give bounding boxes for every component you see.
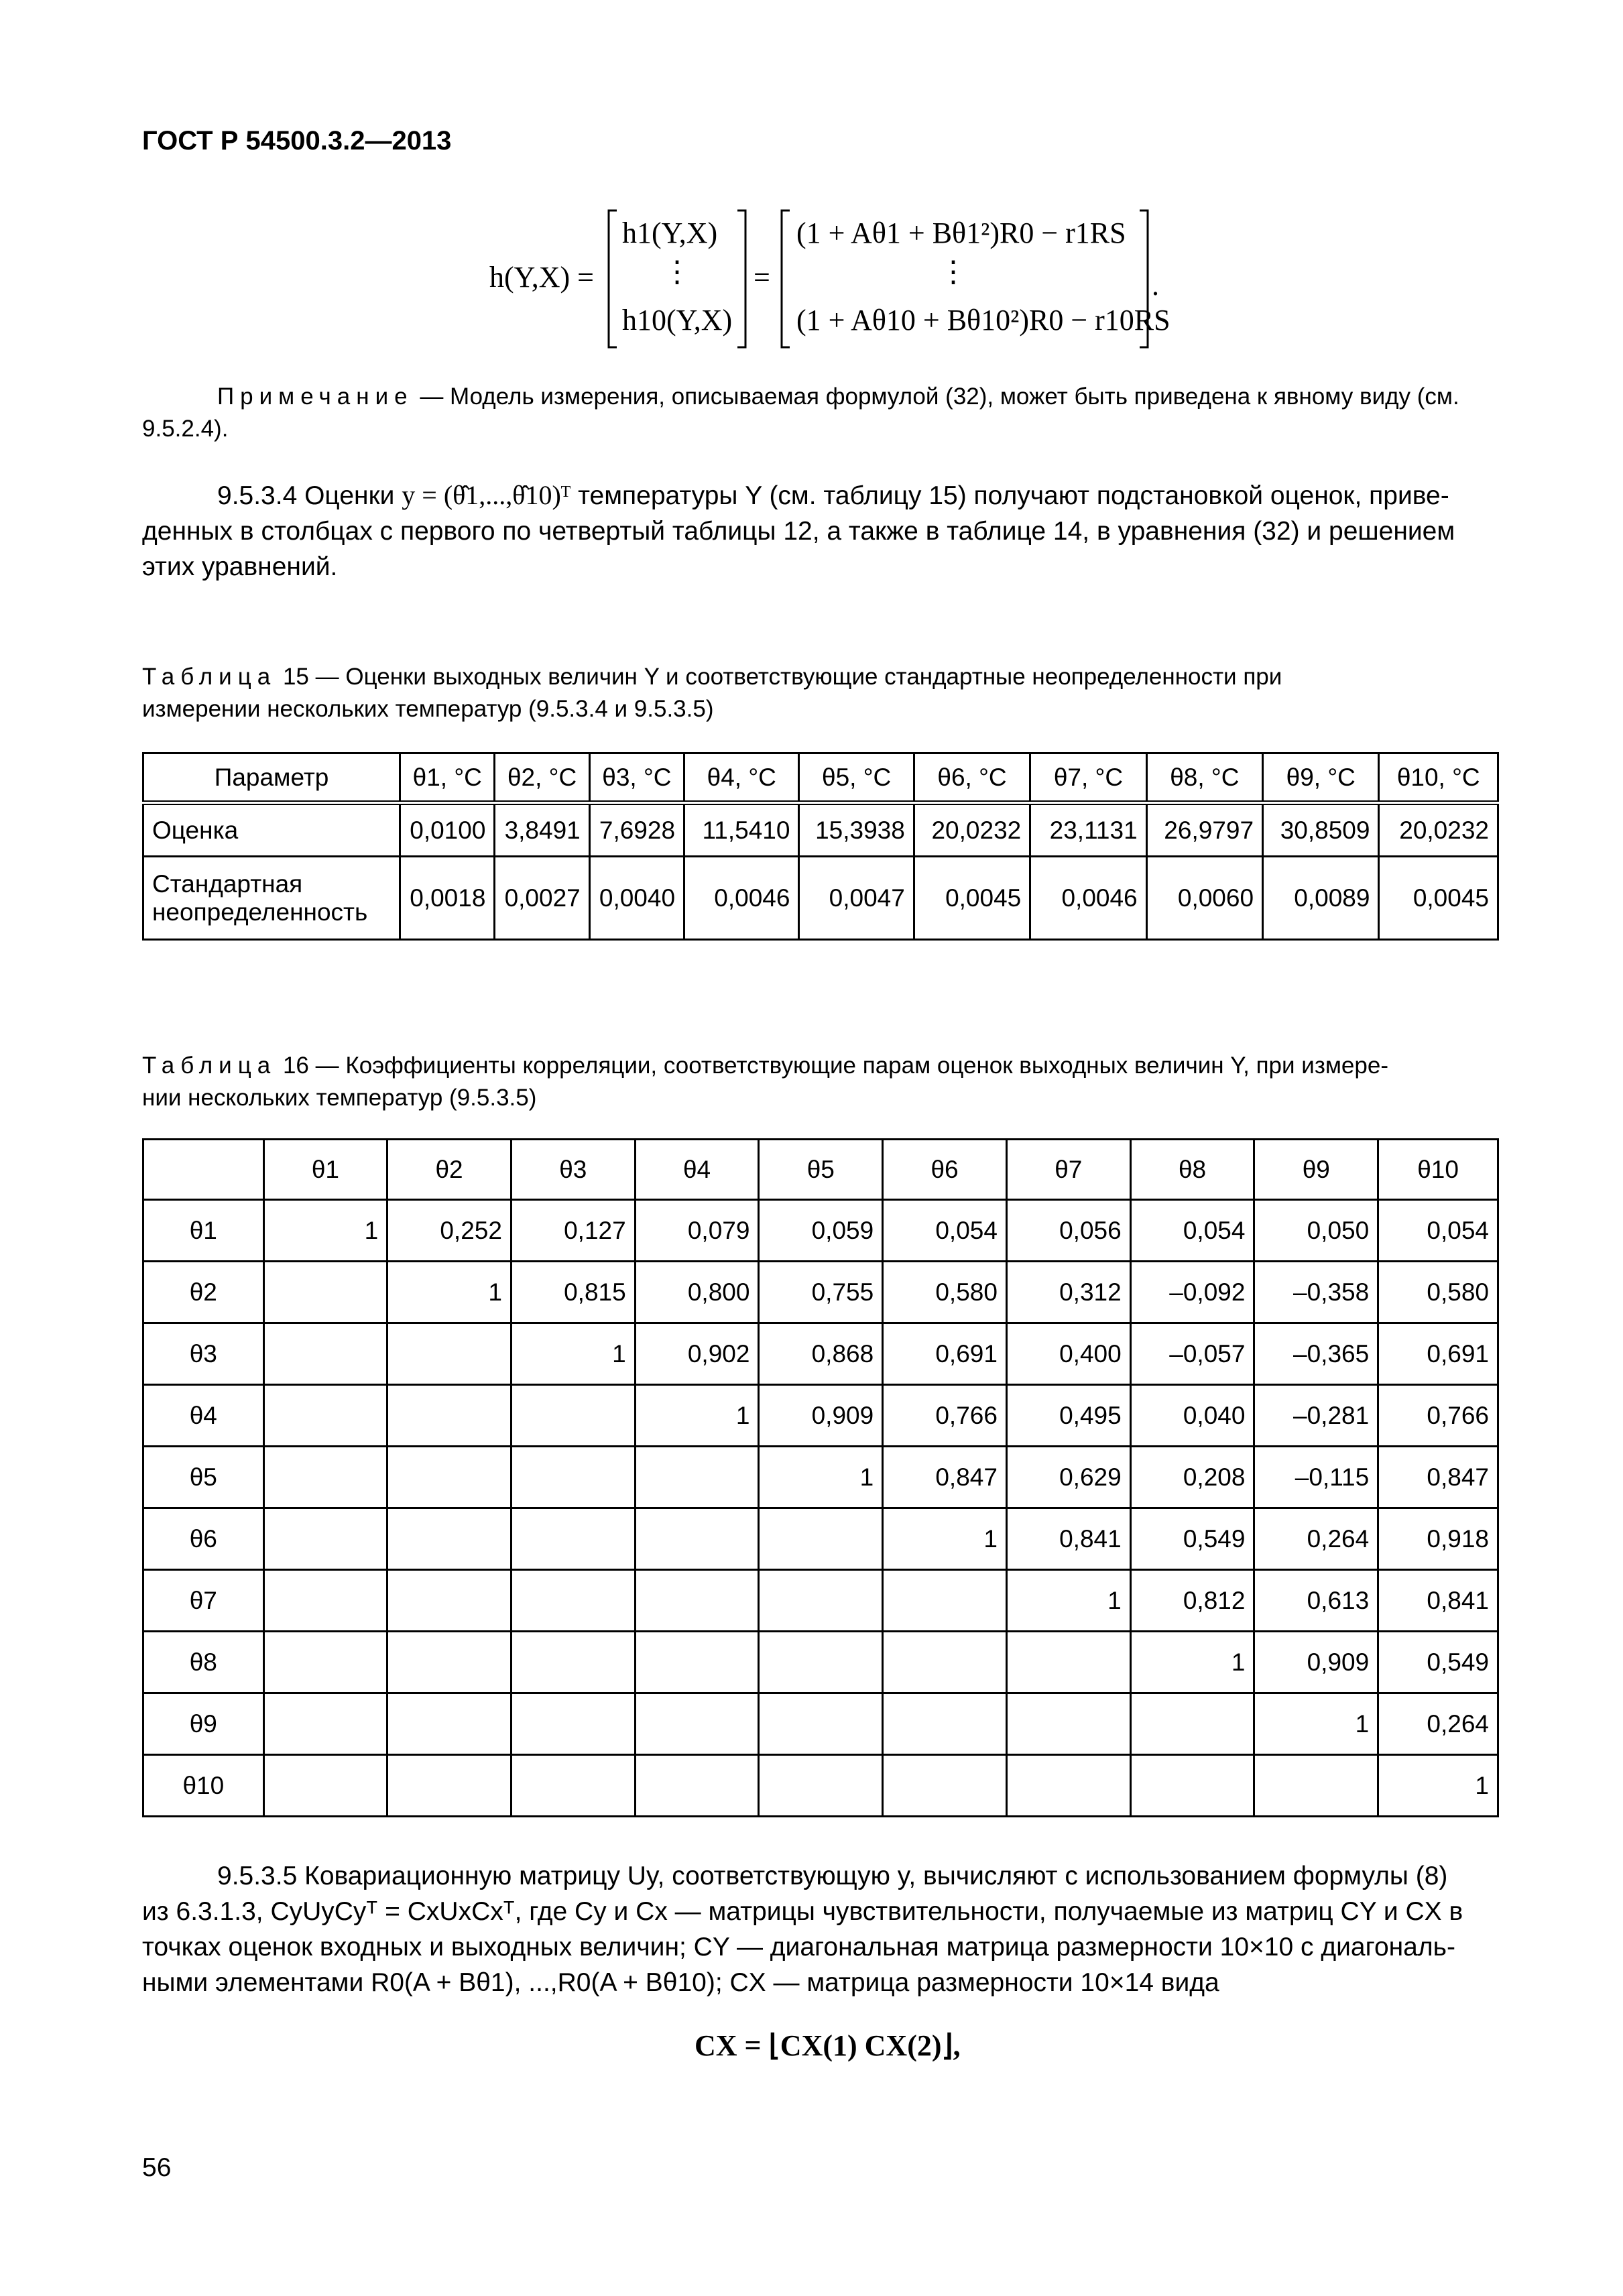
- value-cell: [635, 1693, 759, 1755]
- value-cell: 0,755: [759, 1262, 883, 1323]
- value-cell: 0,0045: [1379, 857, 1498, 940]
- table-row: [143, 803, 1498, 857]
- value-cell: 0,0018: [400, 857, 495, 940]
- header-cell: θ4, °C: [684, 753, 799, 803]
- value-cell: 0,918: [1378, 1508, 1498, 1570]
- value-cell: 0,056: [1006, 1200, 1130, 1262]
- header-cell: θ3, °C: [589, 753, 684, 803]
- note: [142, 381, 1503, 445]
- value-cell: [1254, 1755, 1378, 1817]
- value-cell: 0,580: [883, 1262, 1007, 1323]
- table-row: [143, 1200, 1498, 1262]
- formula-row-1: h1(Y,X): [622, 217, 718, 249]
- value-cell: 30,8509: [1263, 803, 1379, 857]
- value-cell: 20,0232: [914, 803, 1030, 857]
- para-9535-line-1: 9.5.3.5 Ковариационную матрицу Uy, соответствующую y, вычисляют с использованием формулы (8): [217, 1862, 1448, 1890]
- value-cell: 0,059: [759, 1200, 883, 1262]
- value-cell: [387, 1385, 512, 1447]
- value-cell: [883, 1755, 1007, 1817]
- para-line-1: 9.5.3.4 Оценки y = (θ̂1,...,θ̂10)ᵀ температуры Y (см. таблицу 15) получают подстановкой оценок, приве-: [217, 480, 1449, 510]
- header-cell: θ6, °C: [914, 753, 1030, 803]
- value-cell: [635, 1508, 759, 1570]
- value-cell: [511, 1385, 635, 1447]
- value-cell: [387, 1447, 512, 1508]
- value-cell: –0,092: [1130, 1262, 1254, 1323]
- value-cell: 0,400: [1006, 1323, 1130, 1385]
- value-cell: –0,365: [1254, 1323, 1378, 1385]
- header-cell: θ5, °C: [799, 753, 914, 803]
- value-cell: [263, 1508, 387, 1570]
- header-cell: Параметр: [143, 753, 400, 803]
- vertical-ellipsis: ⋮: [662, 255, 692, 288]
- value-cell: [759, 1755, 883, 1817]
- row-label-cell: θ5: [143, 1447, 264, 1508]
- value-cell: 23,1131: [1030, 803, 1146, 857]
- para-9535-line-3: точках оценок входных и выходных величин; CY — диагональная матрица размерности 10×10 с диагональ-: [142, 1933, 1455, 1961]
- value-cell: [387, 1755, 512, 1817]
- value-cell: 0,549: [1130, 1508, 1254, 1570]
- vertical-ellipsis-2: ⋮: [939, 255, 968, 288]
- value-cell: [263, 1632, 387, 1693]
- value-cell: 0,902: [635, 1323, 759, 1385]
- header-cell: θ4: [635, 1140, 759, 1200]
- value-cell: 0,0100: [400, 803, 495, 857]
- value-cell: [1006, 1693, 1130, 1755]
- equals-sign: =: [754, 261, 770, 294]
- value-cell: [1006, 1755, 1130, 1817]
- formula-rhs-1: (1 + Aθ1 + Bθ1²)R0 − r1RS: [796, 217, 1126, 249]
- value-cell: [263, 1262, 387, 1323]
- para-line-2: денных в столбцах с первого по четвертый таблицы 12, а также в таблице 14, в уравнения (32) и решением: [142, 517, 1455, 546]
- formula-matrix: [469, 201, 1173, 355]
- header-cell: θ6: [883, 1140, 1007, 1200]
- value-cell: 0,050: [1254, 1200, 1378, 1262]
- header-cell: θ1: [263, 1140, 387, 1200]
- row-label-cell: θ4: [143, 1385, 264, 1447]
- paragraph-9-5-3-4: [142, 477, 1503, 585]
- table15-caption: Таблица 15 — Оценки выходных величин Y и соответствующие стандартные неопределенности при измерении нескольких температур (9.5.3.4 и 9.5.3.5): [142, 664, 1282, 722]
- value-cell: [635, 1632, 759, 1693]
- header-cell: θ9: [1254, 1140, 1378, 1200]
- value-cell: 0,868: [759, 1323, 883, 1385]
- value-cell: 3,8491: [495, 803, 589, 857]
- value-cell: [759, 1508, 883, 1570]
- value-cell: 0,847: [883, 1447, 1007, 1508]
- row-label-cell: Оценка: [143, 803, 400, 857]
- value-cell: 0,0027: [495, 857, 589, 940]
- formula-row-10: h10(Y,X): [622, 304, 733, 337]
- note-label: Примечание: [217, 383, 414, 410]
- value-cell: –0,281: [1254, 1385, 1378, 1447]
- header-cell: θ9, °C: [1263, 753, 1379, 803]
- value-cell: 11,5410: [684, 803, 799, 857]
- value-cell: 1: [1254, 1693, 1378, 1755]
- value-cell: 0,0040: [589, 857, 684, 940]
- table-row: [143, 857, 1498, 940]
- value-cell: [387, 1323, 512, 1385]
- table-row: [143, 1693, 1498, 1755]
- value-cell: 0,0046: [684, 857, 799, 940]
- value-cell: [387, 1693, 512, 1755]
- header-cell: θ8, °C: [1146, 753, 1262, 803]
- formula-rhs-10: (1 + Aθ10 + Bθ10²)R0 − r10RS: [796, 304, 1170, 337]
- period: .: [1152, 269, 1159, 302]
- value-cell: 26,9797: [1146, 803, 1262, 857]
- value-cell: 1: [263, 1200, 387, 1262]
- value-cell: 15,3938: [799, 803, 914, 857]
- value-cell: [263, 1447, 387, 1508]
- header-cell: θ3: [511, 1140, 635, 1200]
- para-9535-line-4: ными элементами R0(A + Bθ1), ...,R0(A + Bθ10); CX — матрица размерности 10×14 вида: [142, 1968, 1219, 1997]
- header-cell: θ7: [1006, 1140, 1130, 1200]
- document-code: ГОСТ Р 54500.3.2—2013: [142, 126, 452, 156]
- value-cell: [263, 1385, 387, 1447]
- header-cell: θ1, °C: [400, 753, 495, 803]
- value-cell: 1: [1378, 1755, 1498, 1817]
- page-number: 56: [142, 2153, 172, 2182]
- row-label-cell: θ7: [143, 1570, 264, 1632]
- header-cell: θ5: [759, 1140, 883, 1200]
- value-cell: 0,766: [1378, 1385, 1498, 1447]
- value-cell: 0,054: [883, 1200, 1007, 1262]
- paragraph-9-5-3-5: [142, 1858, 1503, 2000]
- table-row: [143, 1262, 1498, 1323]
- table-16: [142, 1138, 1499, 1817]
- table16-caption-label: Таблица: [142, 1052, 277, 1079]
- row-label-cell: Стандартная неопределенность: [143, 857, 400, 940]
- value-cell: 0,079: [635, 1200, 759, 1262]
- value-cell: 0,613: [1254, 1570, 1378, 1632]
- value-cell: –0,115: [1254, 1447, 1378, 1508]
- value-cell: 0,629: [1006, 1447, 1130, 1508]
- value-cell: [387, 1570, 512, 1632]
- value-cell: [511, 1632, 635, 1693]
- value-cell: 0,691: [883, 1323, 1007, 1385]
- value-cell: 1: [759, 1447, 883, 1508]
- value-cell: [759, 1632, 883, 1693]
- value-cell: 1: [883, 1508, 1007, 1570]
- header-cell: θ10: [1378, 1140, 1498, 1200]
- value-cell: 0,580: [1378, 1262, 1498, 1323]
- table16-caption: Таблица 16 — Коэффициенты корреляции, соответствующие парам оценок выходных величин Y, при измере- нии нескольких температур (9.5.3.5): [142, 1052, 1388, 1111]
- value-cell: 0,847: [1378, 1447, 1498, 1508]
- value-cell: 1: [387, 1262, 512, 1323]
- value-cell: [635, 1755, 759, 1817]
- value-cell: 0,841: [1378, 1570, 1498, 1632]
- row-label-cell: θ6: [143, 1508, 264, 1570]
- table-15: [142, 752, 1499, 941]
- value-cell: 0,800: [635, 1262, 759, 1323]
- value-cell: 0,264: [1254, 1508, 1378, 1570]
- value-cell: [1006, 1632, 1130, 1693]
- value-cell: –0,358: [1254, 1262, 1378, 1323]
- table-row: [143, 1570, 1498, 1632]
- left-bracket-2: [782, 210, 790, 347]
- value-cell: 1: [1006, 1570, 1130, 1632]
- value-cell: [511, 1570, 635, 1632]
- table15-caption-label: Таблица: [142, 664, 277, 690]
- value-cell: 0,815: [511, 1262, 635, 1323]
- value-cell: 0,0046: [1030, 857, 1146, 940]
- table-row: [143, 1323, 1498, 1385]
- value-cell: 1: [1130, 1632, 1254, 1693]
- value-cell: [759, 1693, 883, 1755]
- value-cell: 0,127: [511, 1200, 635, 1262]
- value-cell: 0,549: [1378, 1632, 1498, 1693]
- value-cell: 0,208: [1130, 1447, 1254, 1508]
- value-cell: 0,312: [1006, 1262, 1130, 1323]
- table-row: [143, 1632, 1498, 1693]
- value-cell: [635, 1447, 759, 1508]
- value-cell: [883, 1570, 1007, 1632]
- header-cell: θ7, °C: [1030, 753, 1146, 803]
- header-cell: θ10, °C: [1379, 753, 1498, 803]
- table-row: [143, 1508, 1498, 1570]
- value-cell: [1130, 1755, 1254, 1817]
- value-cell: 0,040: [1130, 1385, 1254, 1447]
- value-cell: [263, 1323, 387, 1385]
- value-cell: 1: [511, 1323, 635, 1385]
- note-text: — Модель измерения, описываемая формулой (32), может быть приведена к явному виду (см. 9.5.2.4).: [142, 383, 1459, 442]
- value-cell: 0,054: [1130, 1200, 1254, 1262]
- header-cell: θ2: [387, 1140, 512, 1200]
- value-cell: [387, 1632, 512, 1693]
- formula-cx: CX = ⌊CX(1) CX(2)⌋,: [695, 2029, 961, 2062]
- left-bracket-1: [609, 210, 617, 347]
- row-label-cell: θ3: [143, 1323, 264, 1385]
- value-cell: [511, 1447, 635, 1508]
- value-cell: 0,691: [1378, 1323, 1498, 1385]
- para-9535-line-2: из 6.3.1.3, CyUyCyᵀ = CxUxCxᵀ, где Cy и Cx — матрицы чувствительности, получаемые из матриц CY и CX в: [142, 1897, 1463, 1926]
- header-cell: θ2, °C: [495, 753, 589, 803]
- value-cell: [883, 1693, 1007, 1755]
- value-cell: [1130, 1693, 1254, 1755]
- table-row: [143, 1385, 1498, 1447]
- table-row: [143, 1447, 1498, 1508]
- value-cell: 0,909: [1254, 1632, 1378, 1693]
- header-cell: [143, 1140, 264, 1200]
- header-cell: θ8: [1130, 1140, 1254, 1200]
- value-cell: 0,054: [1378, 1200, 1498, 1262]
- value-cell: [511, 1755, 635, 1817]
- value-cell: 7,6928: [589, 803, 684, 857]
- value-cell: [635, 1570, 759, 1632]
- value-cell: 0,0045: [914, 857, 1030, 940]
- row-label-cell: θ10: [143, 1755, 264, 1817]
- value-cell: 0,766: [883, 1385, 1007, 1447]
- row-label-cell: θ2: [143, 1262, 264, 1323]
- value-cell: 0,841: [1006, 1508, 1130, 1570]
- value-cell: –0,057: [1130, 1323, 1254, 1385]
- value-cell: [511, 1508, 635, 1570]
- value-cell: 0,0089: [1263, 857, 1379, 940]
- estimate-formula: y = (θ̂1,...,θ̂10)ᵀ: [402, 480, 571, 510]
- row-label-cell: θ8: [143, 1632, 264, 1693]
- value-cell: [511, 1693, 635, 1755]
- value-cell: 0,0047: [799, 857, 914, 940]
- value-cell: 20,0232: [1379, 803, 1498, 857]
- value-cell: [263, 1755, 387, 1817]
- value-cell: [387, 1508, 512, 1570]
- value-cell: 0,812: [1130, 1570, 1254, 1632]
- value-cell: 0,252: [387, 1200, 512, 1262]
- table-row: [143, 1755, 1498, 1817]
- para-line-3: этих уравнений.: [142, 552, 338, 581]
- right-bracket-1: [737, 210, 745, 347]
- value-cell: 1: [635, 1385, 759, 1447]
- value-cell: 0,0060: [1146, 857, 1262, 940]
- value-cell: [263, 1570, 387, 1632]
- formula-lhs: h(Y,X) =: [489, 261, 594, 294]
- value-cell: [263, 1693, 387, 1755]
- table-header-row: [143, 753, 1498, 803]
- value-cell: [759, 1570, 883, 1632]
- row-label-cell: θ9: [143, 1693, 264, 1755]
- value-cell: [883, 1632, 1007, 1693]
- value-cell: 0,909: [759, 1385, 883, 1447]
- table-header-row: [143, 1140, 1498, 1200]
- value-cell: 0,264: [1378, 1693, 1498, 1755]
- row-label-cell: θ1: [143, 1200, 264, 1262]
- value-cell: 0,495: [1006, 1385, 1130, 1447]
